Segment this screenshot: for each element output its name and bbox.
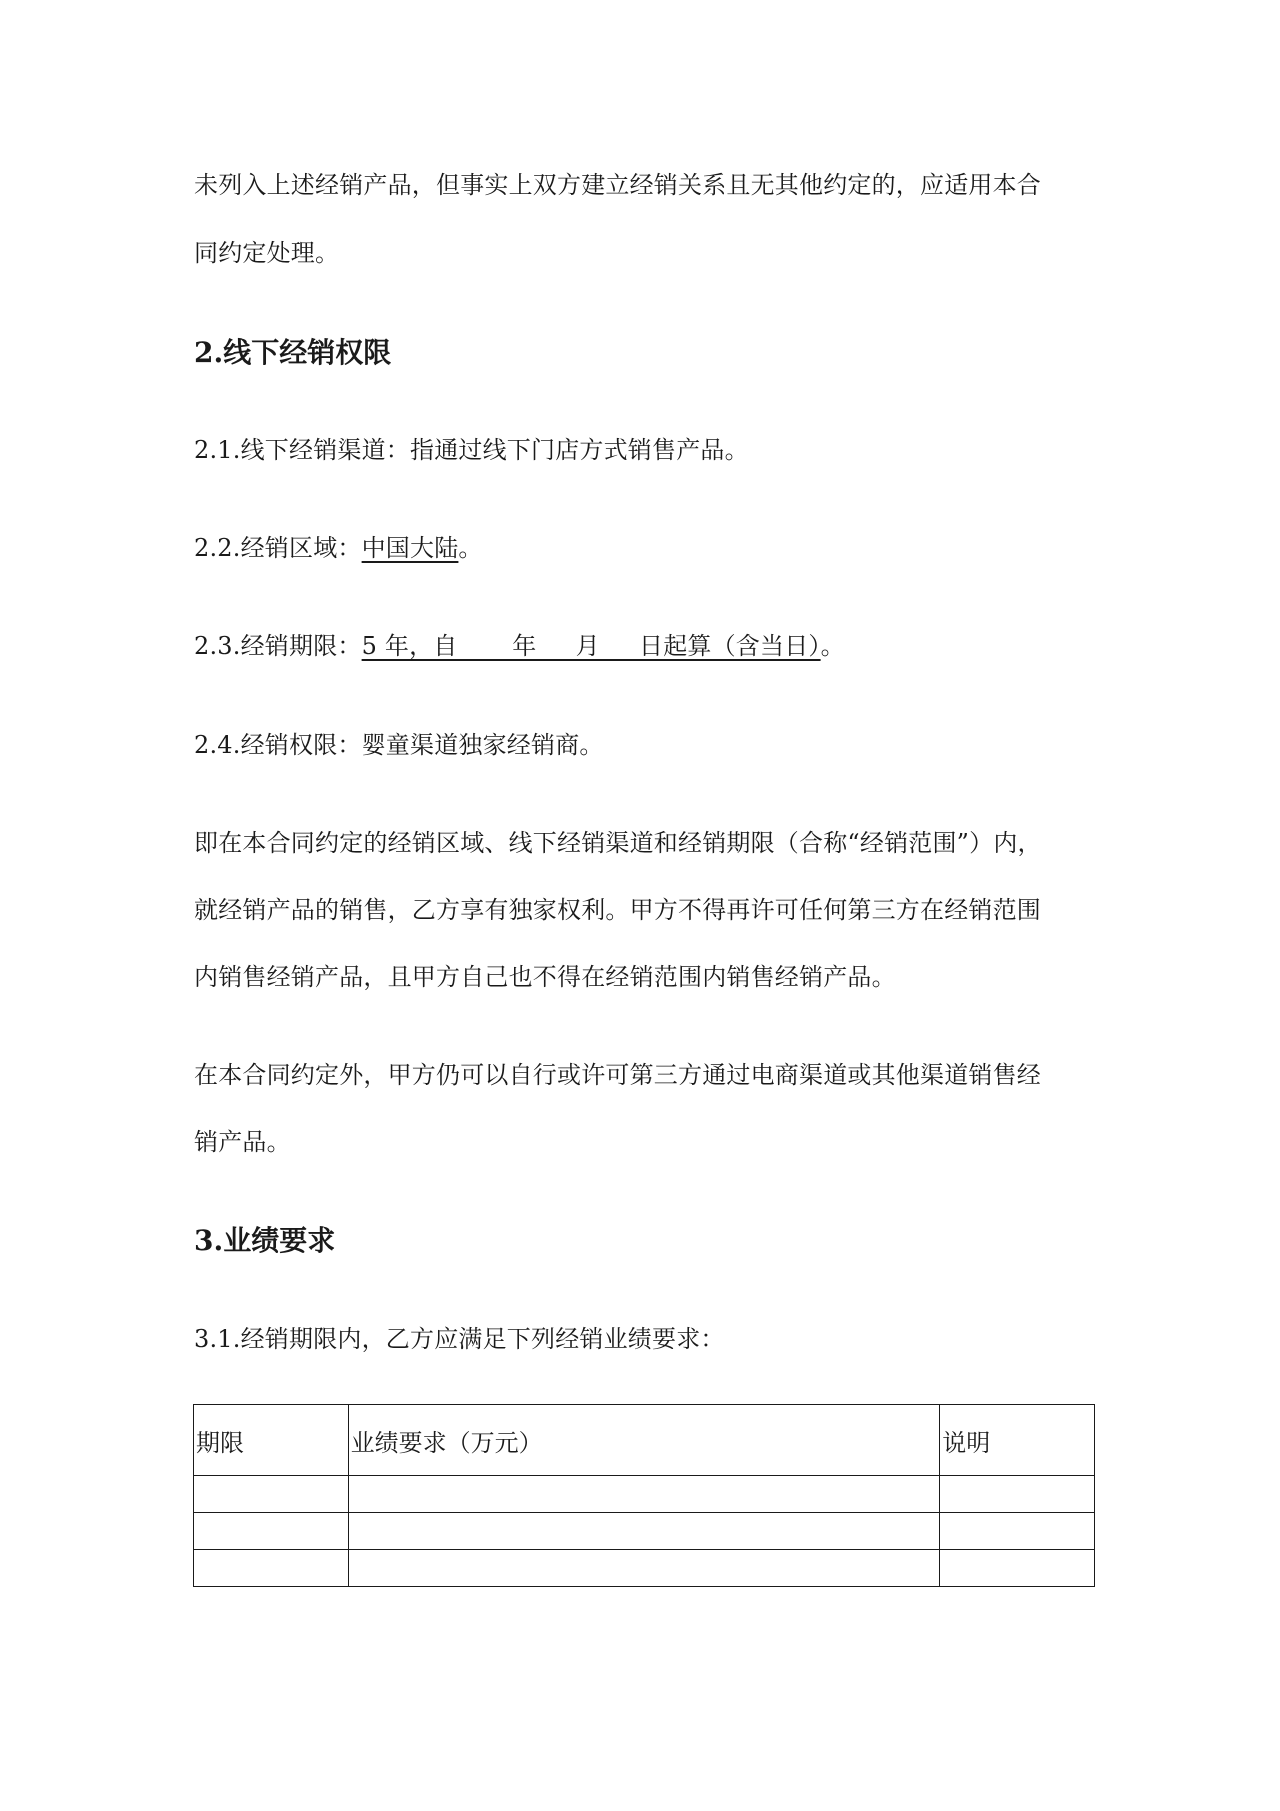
- table-cell: [194, 1513, 349, 1550]
- clause-3-1: 3.1.经销期限内，乙方应满足下列经销业绩要求：: [194, 1325, 725, 1353]
- table-cell: [940, 1513, 1095, 1550]
- paragraph-line: 就经销产品的销售，乙方享有独家权利。甲方不得再许可任何第三方在经销范围: [194, 896, 1041, 924]
- clause-2-3: [194, 629, 845, 663]
- section-heading-2: 2.线下经销权限: [194, 336, 392, 369]
- clause-2-2-end: 。: [458, 534, 483, 562]
- table-header-note: 说明: [940, 1405, 1095, 1476]
- clause-2-2-label: 2.2.经销区域：: [194, 534, 362, 562]
- table-cell: [348, 1513, 940, 1550]
- clause-2-1: 2.1.线下经销渠道：指通过线下门店方式销售产品。: [194, 436, 749, 464]
- paragraph-line: 同约定处理。: [194, 239, 340, 267]
- performance-table: [193, 1404, 1095, 1587]
- paragraph-line: 在本合同约定外，甲方仍可以自行或许可第三方通过电商渠道或其他渠道销售经: [194, 1061, 1041, 1089]
- clause-2-3-label: 2.3.经销期限：: [194, 632, 362, 660]
- table-cell: [348, 1476, 940, 1513]
- table-header-requirement: 业绩要求（万元）: [348, 1405, 940, 1476]
- table-cell: [940, 1550, 1095, 1587]
- clause-2-2: [194, 531, 483, 565]
- table-header-period: 期限: [194, 1405, 349, 1476]
- table-row: [194, 1513, 1095, 1550]
- table-cell: [348, 1550, 940, 1587]
- clause-2-3-value: 5 年，自 年 月 日起算（含当日）: [361, 632, 821, 660]
- table-row: [194, 1550, 1095, 1587]
- table-cell: [194, 1550, 349, 1587]
- paragraph-line: 销产品。: [194, 1128, 291, 1156]
- paragraph-line: 未列入上述经销产品，但事实上双方建立经销关系且无其他约定的，应适用本合: [194, 171, 1041, 199]
- paragraph-line: 即在本合同约定的经销区域、线下经销渠道和经销期限（合称“经销范围”）内，: [194, 829, 1042, 857]
- section-heading-3: 3.业绩要求: [194, 1224, 336, 1257]
- table-cell: [194, 1476, 349, 1513]
- clause-2-3-end: 。: [820, 632, 845, 660]
- table-header-row: [194, 1405, 1095, 1476]
- table-row: [194, 1476, 1095, 1513]
- table-cell: [940, 1476, 1095, 1513]
- paragraph-line: 内销售经销产品，且甲方自己也不得在经销范围内销售经销产品。: [194, 963, 896, 991]
- clause-2-2-value: 中国大陆: [361, 534, 459, 562]
- clause-2-4: 2.4.经销权限：婴童渠道独家经销商。: [194, 731, 604, 759]
